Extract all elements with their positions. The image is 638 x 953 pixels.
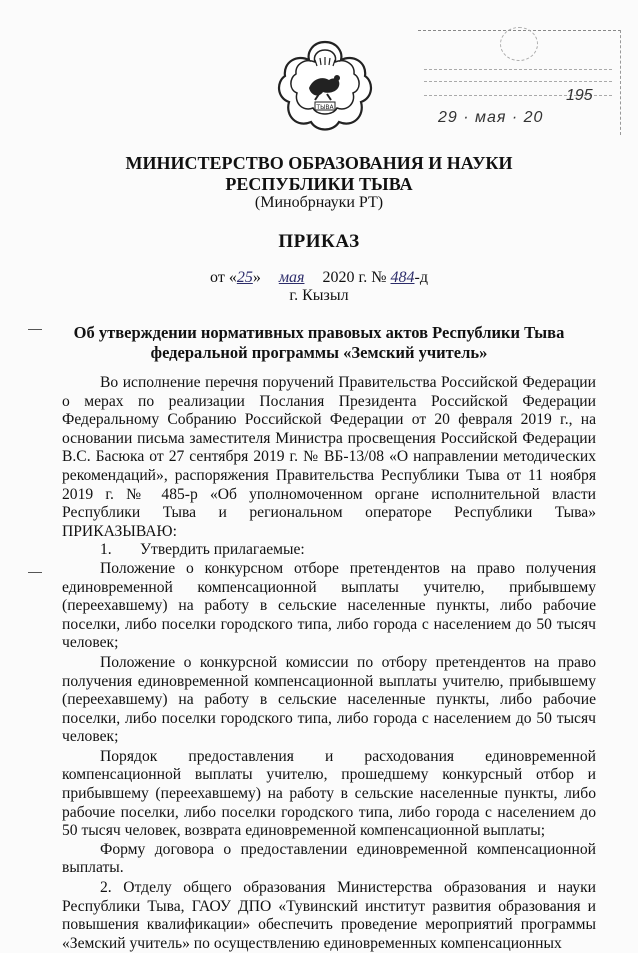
stamp-line <box>424 69 612 70</box>
stamp-registration-date: 29 · мая · 20 <box>438 109 544 126</box>
body-paragraph: 2. Отделу общего образования Министерства образования и науки Республики Тыва, ГАОУ ДПО «Тувинский институт развития образования и повышения квалификации» обеспечить проведение мероприятий программы «Земский учитель» по осуществлению единовременных компенсационных <box>62 879 596 952</box>
ministry-line1: МИНИСТЕРСТВО ОБРАЗОВАНИЯ И НАУКИ <box>125 153 513 173</box>
ministry-name <box>0 153 638 195</box>
order-day: 25 <box>236 269 253 286</box>
stamp-line <box>424 81 612 82</box>
order-from: от « <box>210 269 237 286</box>
item-number: 1. <box>100 541 112 559</box>
stamp-seal <box>500 27 538 61</box>
body-paragraph: Форму договора о предоставлении единовременной компенсационной выплаты. <box>62 840 596 877</box>
order-year: 2020 г. № <box>322 269 387 286</box>
margin-mark <box>28 572 42 573</box>
ministry-abbreviation: (Минобрнауки РТ) <box>254 194 384 211</box>
page-title: ПРИКАЗ <box>278 231 360 252</box>
order-city: г. Кызыл <box>289 287 349 304</box>
registration-stamp <box>418 30 621 135</box>
order-date-number <box>0 269 638 287</box>
order-body <box>62 374 596 953</box>
order-suffix: -д <box>414 269 428 286</box>
order-subject <box>0 323 638 363</box>
order-number: 484 <box>390 269 415 286</box>
margin-mark <box>28 329 42 330</box>
body-item-1 <box>62 541 596 560</box>
svg-text:ТЫВА: ТЫВА <box>316 104 334 111</box>
subject-line2: федеральной программы «Земский учитель» <box>150 343 488 362</box>
stamp-registration-number: 195 <box>566 87 593 104</box>
body-paragraph: Порядок предоставления и расходования единовременной компенсационной выплаты учителю, прошедшему конкурсный отбор и прибывшему (переехавшему) на работу в сельские населенные пункты, либо рабочие поселки, либо поселки городского типа, либо города с населением до 50 тысяч человек, возврата единовременной компенсационной выплаты; <box>62 747 596 840</box>
order-month: мая <box>278 269 305 286</box>
item-text: Утвердить прилагаемые: <box>140 541 305 559</box>
ministry-line2: РЕСПУБЛИКИ ТЫВА <box>225 174 413 194</box>
order-close-quote: » <box>252 269 261 286</box>
subject-line1: Об утверждении нормативных правовых актов Республики Тыва <box>73 323 565 342</box>
body-paragraph: Во исполнение перечня поручений Правительства Российской Федерации о мерах по реализации Послания Президента Российской Федерации Федеральному Собранию Российской Федерации от 20 февраля 2019 г., на основании письма заместителя Министра просвещения Российской Федерации В.С. Басюка от 27 сентября 2019 г. № ВБ-13/08 «О направлении методических рекомендаций», распоряжения Правительства Республики Тыва от 11 ноября 2019 г. № 485-р «Об уполномоченном органе исполнительной власти Республики Тыва и региональном операторе Республики Тыва» ПРИКАЗЫВАЮ: <box>62 374 596 540</box>
tuva-emblem-icon <box>275 36 375 136</box>
body-paragraph: Положение о конкурсном отборе претендентов на право получения единовременной компенсационной выплаты учителю, прибывшему (переехавшему) на работу в сельские населенные пункты, либо рабочие поселки, либо поселки городского типа, либо города с населением до 50 тысяч человек; <box>62 559 596 652</box>
body-paragraph: Положение о конкурсной комиссии по отбору претендентов на право получения единовременной компенсационной выплаты учителю, прибывшему (переехавшему) на работу в сельские населенные пункты, либо рабочие поселки, либо поселки городского типа, либо города с населением до 50 тысяч человек; <box>62 653 596 746</box>
